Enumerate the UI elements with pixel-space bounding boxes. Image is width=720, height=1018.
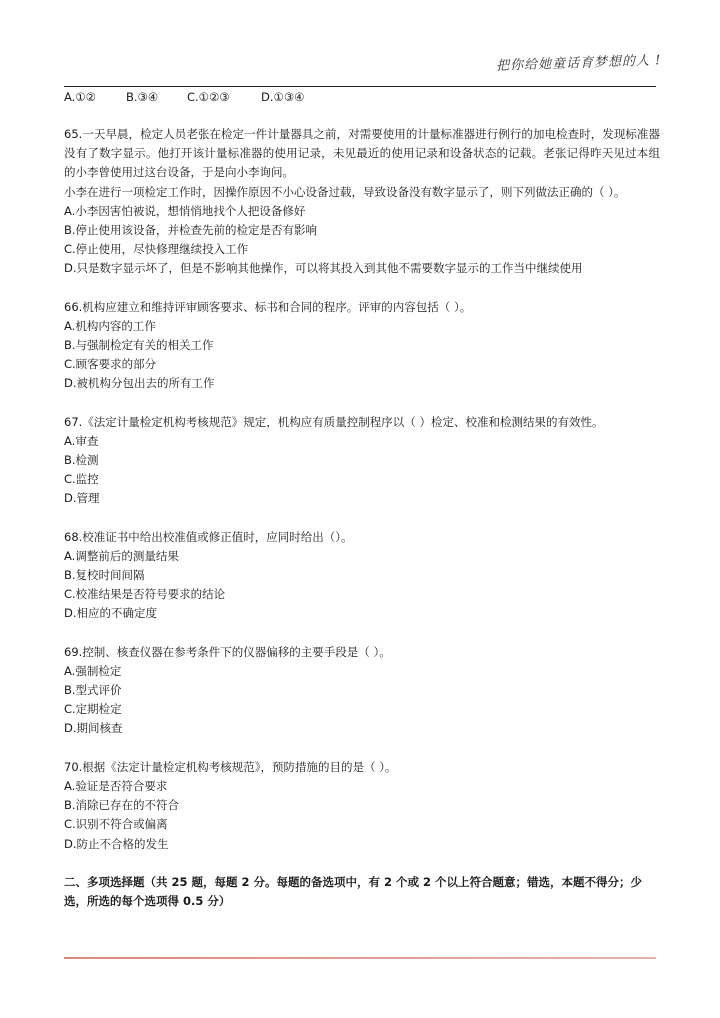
option-b: B.检测	[64, 453, 99, 468]
option-d: D.防止不合格的发生	[64, 836, 169, 851]
question-stem: 67.《法定计量检定机构考核规范》规定，机构应有质量控制程序以（ ）检定、校准和检测结果的有效性。	[64, 414, 604, 429]
option-d: D.相应的不确定度	[64, 606, 158, 621]
header-slogan: 把你给她童话育梦想的人 !	[495, 53, 662, 74]
option-b: B.型式评价	[64, 683, 122, 698]
option-c: C.监控	[64, 472, 99, 487]
question-stem: 65.一天早晨，检定人员老张在检定一件计量器具之前，对需要使用的计量标准器进行例行的加电检查时，发现标准器没有了数字显示。他打开该计量标准器的使用记录，未见最近的使用记录和设备状态的记载。老张记得昨天见过本组的小李曾使用过这台设备，于是向小李询问。	[64, 127, 660, 180]
question-69	[64, 643, 660, 739]
option-a: A.验证是否符合要求	[64, 778, 168, 793]
footer-divider	[64, 957, 656, 959]
option-b: B.复校时间间隔	[64, 568, 145, 583]
option-c: C.校准结果是否符号要求的结论	[64, 587, 226, 602]
option-c: C.识别不符合或偏离	[64, 817, 168, 832]
question-list	[64, 125, 660, 923]
option-c: C.顾客要求的部分	[64, 357, 157, 372]
question-stem: 69.控制、核查仪器在参考条件下的仪器偏移的主要手段是（ ）。	[64, 644, 391, 659]
option-d: D.管理	[64, 491, 100, 506]
question-68	[64, 528, 660, 624]
question-70	[64, 758, 660, 854]
prev-option-b: B.③④	[126, 90, 159, 104]
prev-option-d: D.①③④	[261, 90, 305, 104]
option-a: A.调整前后的测量结果	[64, 548, 179, 563]
option-a: A.审查	[64, 433, 99, 448]
question-stem-continued: 小李在进行一项检定工作时，因操作原因不小心设备过载，导致设备没有数字显示了，则下列做法正确的（ ）。	[64, 184, 626, 199]
option-b: B.停止使用该设备，并检查先前的检定是否有影响	[64, 223, 318, 238]
previous-question-options	[64, 88, 304, 106]
section-title: 二、多项选择题（共 25 题，每题 2 分。每题的备选项中，有 2 个或 2 个以上符合题意；错选，本题不得分；少选，所选的每个选项得 0.5 分）	[64, 874, 643, 909]
question-65	[64, 125, 660, 279]
question-stem: 68.校准证书中给出校准值或修正值时，应同时给出（）。	[64, 529, 353, 544]
option-d: D.被机构分包出去的所有工作	[64, 376, 215, 391]
prev-option-c: C.①②③	[187, 90, 230, 104]
question-67	[64, 413, 660, 509]
option-a: A.强制检定	[64, 663, 122, 678]
option-c: C.定期检定	[64, 702, 122, 717]
option-b: B.消除已存在的不符合	[64, 798, 180, 813]
option-d: D.期间核查	[64, 721, 123, 736]
option-b: B.与强制检定有关的相关工作	[64, 338, 214, 353]
prev-option-a: A.①②	[64, 90, 96, 104]
question-stem: 70.根据《法定计量检定机构考核规范》，预防措施的目的是（ ）。	[64, 759, 397, 774]
option-a: A.机构内容的工作	[64, 318, 156, 333]
option-c: C.停止使用，尽快修理继续投入工作	[64, 242, 249, 257]
header-divider	[64, 86, 656, 87]
question-66	[64, 298, 660, 394]
question-stem: 66.机构应建立和维持评审顾客要求、标书和合同的程序。评审的内容包括（ ）。	[64, 299, 472, 314]
option-a: A.小李因害怕被说，想悄悄地找个人把设备修好	[64, 203, 306, 218]
option-d: D.只是数字显示坏了，但是不影响其他操作，可以将其投入到其他不需要数字显示的工作当中继续使用	[64, 261, 583, 276]
